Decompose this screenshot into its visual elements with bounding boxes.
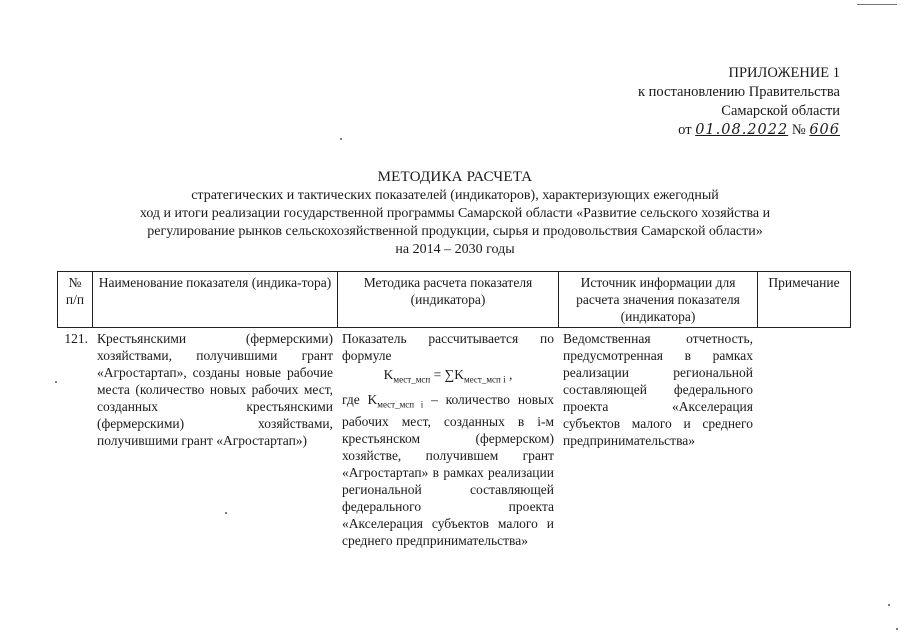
scan-speck: [888, 604, 890, 606]
header-information-source: Источник информации для расчета значения показателя (индикатора): [559, 272, 758, 328]
decree-number: 606: [809, 122, 840, 138]
document-heading: [60, 167, 850, 259]
indicator-table: [57, 271, 851, 551]
decree-date: 01.08.2022: [695, 122, 789, 138]
scan-speck: [896, 628, 898, 630]
appendix-date-line: [560, 121, 840, 140]
scan-speck: [340, 138, 342, 140]
formula: $K_{мест\_мсп} = \sum K_{мест\_мсп i}$ ,: [383, 367, 513, 385]
number-label: №: [791, 122, 806, 138]
appendix-line-1: к постановлению Правительства: [638, 84, 840, 100]
header-indicator-name: Наименование показателя (индика-тора): [93, 272, 338, 328]
row-calculation-method: [338, 328, 559, 552]
header-note: Примечание: [758, 272, 851, 328]
scan-speck: [225, 512, 227, 514]
row-indicator-name: Крестьянскими (фермерскими) хозяйствами, получившими грант «Агростартап», созданы новые рабочие места (количество новых рабочих мест, созданных крестьянскими (фермерскими) хозяйствами, получившими грант «Агростартап»): [97, 331, 333, 448]
heading-line-4: на 2014 – 2030 годы: [395, 242, 515, 257]
header-calculation-method: Методика расчета показателя (индикатора): [338, 272, 559, 328]
appendix-line-2: Самарской области: [721, 103, 840, 119]
header-number: № п/п: [58, 272, 93, 328]
table-row: [58, 328, 851, 552]
heading-line-2: ход и итоги реализации государственной программы Самарской области «Развитие сельского хозяйства и: [139, 206, 771, 221]
table-header-row: [58, 272, 851, 328]
method-explanation: где $K_{мест\_мсп i}$ – количество новых рабочих мест, созданных в i-м крестьянском (фермерском) хозяйстве, получившем грант «Агростартап» в рамках реализации региональной составляющей федерального проекта «Акселерация субъектов малого и среднего предпринимательства»: [342, 391, 554, 549]
row-number: 121.: [64, 331, 88, 346]
method-intro: Показатель рассчитывается по формуле: [342, 331, 554, 363]
scan-speck: [55, 381, 57, 383]
from-label: от: [678, 122, 692, 138]
appendix-title: ПРИЛОЖЕНИЕ 1: [728, 65, 840, 81]
heading-line-1: стратегических и тактических показателей (индикаторов), характеризующих ежегодный: [191, 188, 719, 203]
heading-line-3: регулирование рынков сельскохозяйственной продукции, сырья и продовольствия Самарской области»: [147, 224, 763, 239]
appendix-block: [560, 64, 840, 140]
document-title: МЕТОДИКА РАСЧЕТА: [377, 169, 533, 185]
scan-edge-mark: [857, 4, 897, 5]
row-information-source: Ведомственная отчетность, предусмотренная в рамках реализации региональной составляющей федерального проекта «Акселерация субъектов малого и среднего предпринимательства»: [563, 331, 753, 448]
row-note: [758, 328, 851, 552]
